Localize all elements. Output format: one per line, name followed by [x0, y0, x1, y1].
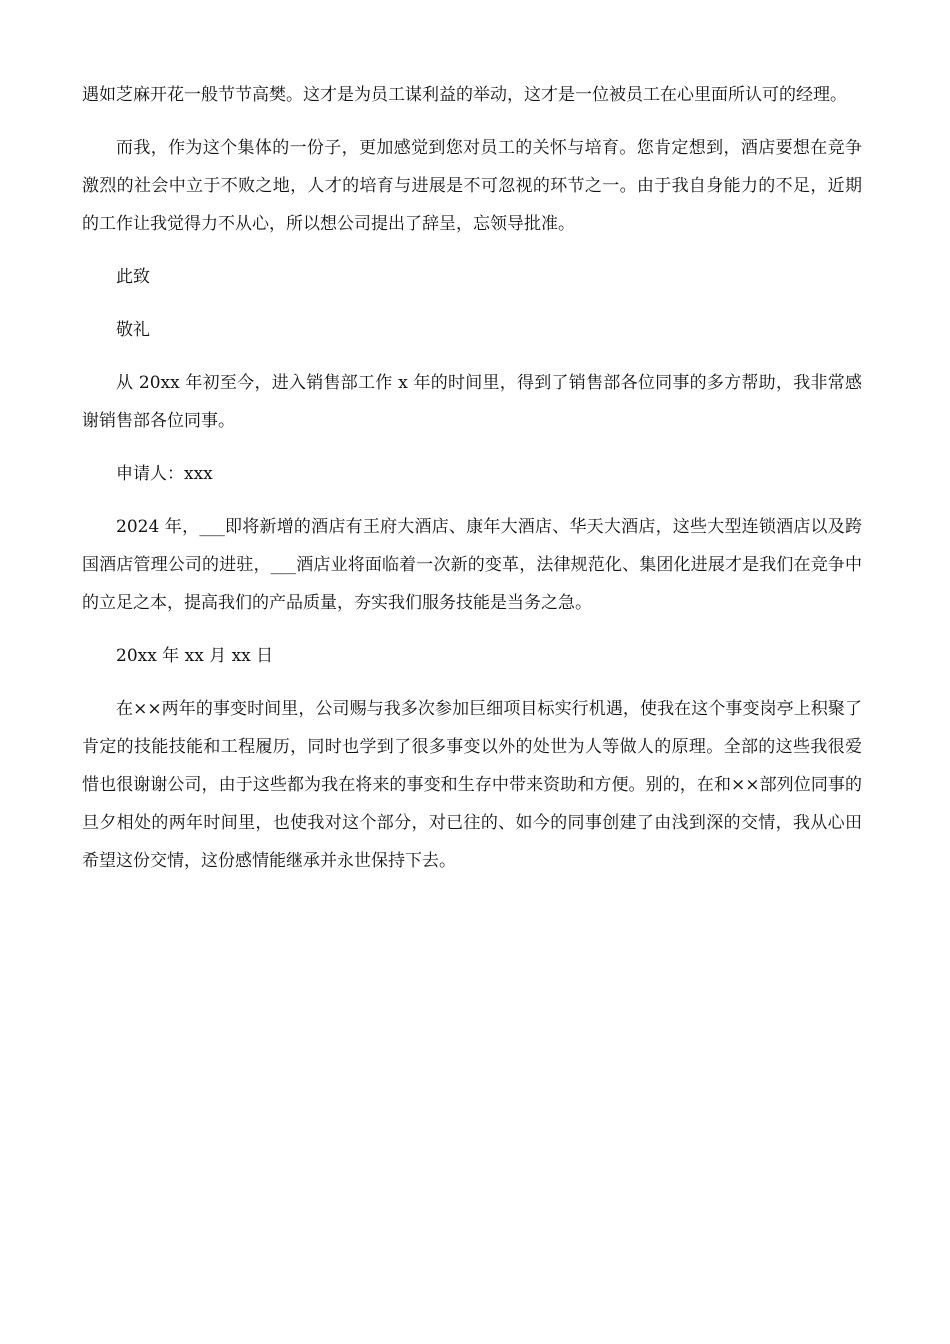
closing-salutation: 敬礼: [116, 320, 150, 340]
paragraph-industry-outlook: 2024 年，___即将新增的酒店有王府大酒店、康年大酒店、华天大酒店，这些大型连锁酒店以及跨国酒店管理公司的进驻，___酒店业将面临着一次新的变革，法律规范化、集团化进展才是我们在竞争中的立足之本，提高我们的产品质量，夯实我们服务技能是当务之急。: [82, 517, 862, 613]
paragraph-thanks: 从 20xx 年初至今，进入销售部工作 x 年的时间里，得到了销售部各位同事的多方帮助，我非常感谢销售部各位同事。: [82, 373, 862, 431]
applicant-line: 申请人：xxx: [116, 464, 213, 484]
paragraph-continuation: 遇如芝麻开花一般节节高樊。这才是为员工谋利益的举动，这才是一位被员工在心里面所认可的经理。: [82, 85, 847, 105]
paragraph-resignation-reason: 而我，作为这个集体的一份子，更加感觉到您对员工的关怀与培育。您肯定想到，酒店要想在竞争激烈的社会中立于不败之地，人才的培育与进展是不可忽视的环节之一。由于我自身能力的不足，近期的工作让我觉得力不从心，所以想公司提出了辞呈，忘领导批准。: [82, 138, 862, 234]
paragraph-gratitude: 在××两年的事变时间里，公司赐与我多次参加巨细项目标实行机遇，使我在这个事变岗亭上积聚了肯定的技能技能和工程履历，同时也学到了很多事变以外的处世为人等做人的原理。全部的这些我很爱惜也很谢谢公司，由于这些都为我在将来的事变和生存中带来资助和方便。别的，在和××部列位同事的旦夕相处的两年时间里，也使我对这个部分，对已往的、如今的同事创建了由浅到深的交情，我从心田希望这份交情，这份感情能继承并永世保持下去。: [82, 699, 862, 871]
closing-greeting: 此致: [116, 267, 150, 287]
document-body: [82, 76, 862, 895]
date-line: 20xx 年 xx 月 xx 日: [116, 646, 274, 666]
